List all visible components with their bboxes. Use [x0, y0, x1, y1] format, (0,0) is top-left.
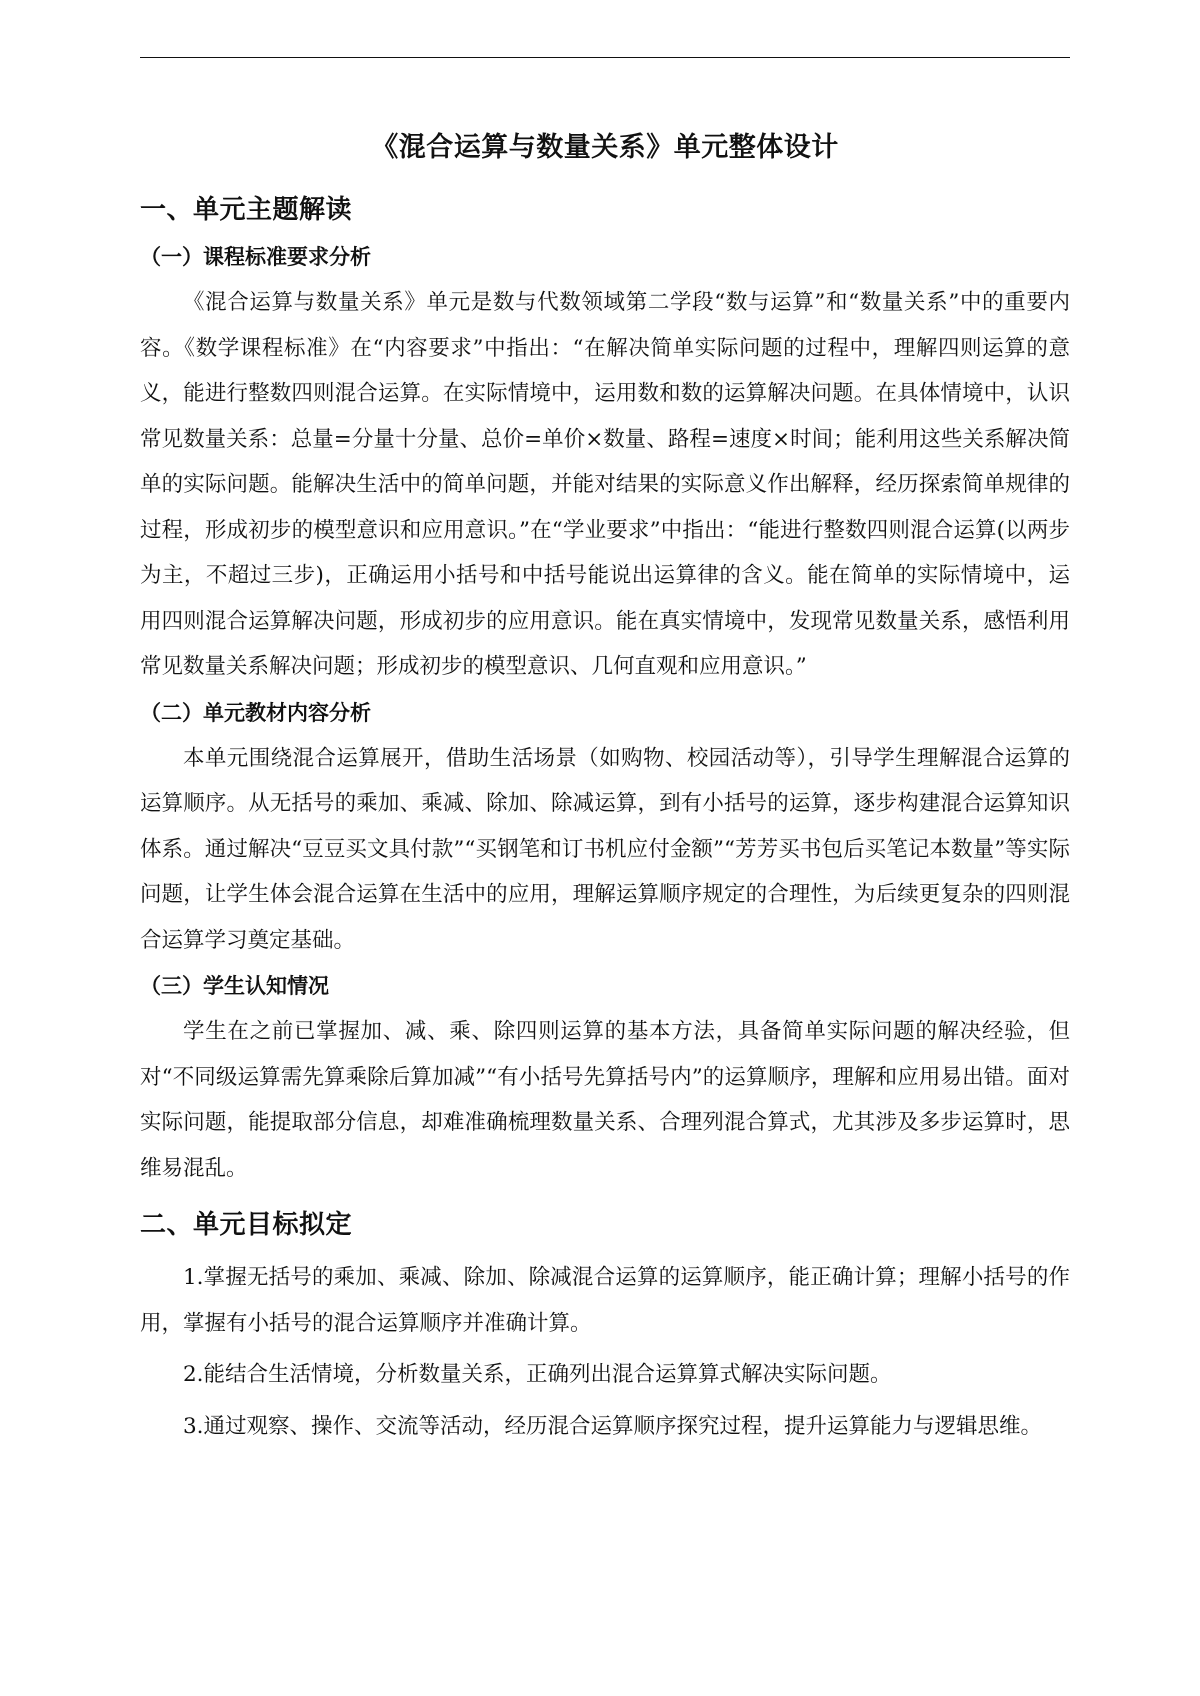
document-title: 《混合运算与数量关系》单元整体设计 [371, 132, 839, 163]
goal-item-1: 1.掌握无括号的乘加、乘减、除加、除减混合运算的运算顺序，能正确计算；理解小括号的作用，掌握有小括号的混合运算顺序并准确计算。 [140, 1265, 1070, 1336]
goal-item-3: 3.通过观察、操作、交流等活动，经历混合运算顺序探究过程，提升运算能力与逻辑思维。 [183, 1413, 1043, 1439]
document-body [140, 128, 1070, 1455]
header-rule [140, 57, 1070, 58]
subsection-heading-2: （二）单元教材内容分析 [140, 700, 371, 725]
paragraph-curriculum-standard: 《混合运算与数量关系》单元是数与代数领域第二学段“数与运算”和“数量关系”中的重要内容。《数学课程标准》在“内容要求”中指出：“在解决简单实际问题的过程中，理解四则运算的意义，能进行整数四则混合运算。在实际情境中，运用数和数的运算解决问题。在具体情境中，认识常见数量关系：总量=分量十分量、总价=单价×数量、路程=速度×时间；能利用这些关系解决简单的实际问题。能解决生活中的简单问题，并能对结果的实际意义作出解释，经历探索简单规律的过程，形成初步的模型意识和应用意识。”在“学业要求”中指出：“能进行整数四则混合运算(以两步为主，不超过三步)，正确运用小括号和中括号能说出运算律的含义。能在简单的实际情境中，运用四则混合运算解决问题，形成初步的应用意识。能在真实情境中，发现常见数量关系，感悟利用常见数量关系解决问题；形成初步的模型意识、几何直观和应用意识。” [140, 290, 1070, 679]
goal-item-2: 2.能结合生活情境，分析数量关系，正确列出混合运算算式解决实际问题。 [183, 1362, 892, 1387]
section-heading-1: 一、单元主题解读 [140, 195, 353, 225]
paragraph-student-cognition: 学生在之前已掌握加、减、乘、除四则运算的基本方法，具备简单实际问题的解决经验，但对“不同级运算需先算乘除后算加减”“有小括号先算括号内”的运算顺序，理解和应用易出错。面对实际问题，能提取部分信息，却难准确梳理数量关系、合理列混合算式，尤其涉及多步运算时，思维易混乱。 [140, 1019, 1070, 1181]
subsection-heading-3: （三）学生认知情况 [140, 974, 329, 998]
paragraph-textbook-analysis: 本单元围绕混合运算展开，借助生活场景（如购物、校园活动等），引导学生理解混合运算的运算顺序。从无括号的乘加、乘减、除加、除减运算，到有小括号的运算，逐步构建混合运算知识体系。通过解决“豆豆买文具付款”“买钢笔和订书机应付金额”“芳芳买书包后买笔记本数量”等实际问题，让学生体会混合运算在生活中的应用，理解运算顺序规定的合理性，为后续更复杂的四则混合运算学习奠定基础。 [140, 745, 1070, 953]
subsection-heading-1: （一）课程标准要求分析 [140, 245, 371, 269]
section-heading-2: 二、单元目标拟定 [140, 1210, 353, 1240]
